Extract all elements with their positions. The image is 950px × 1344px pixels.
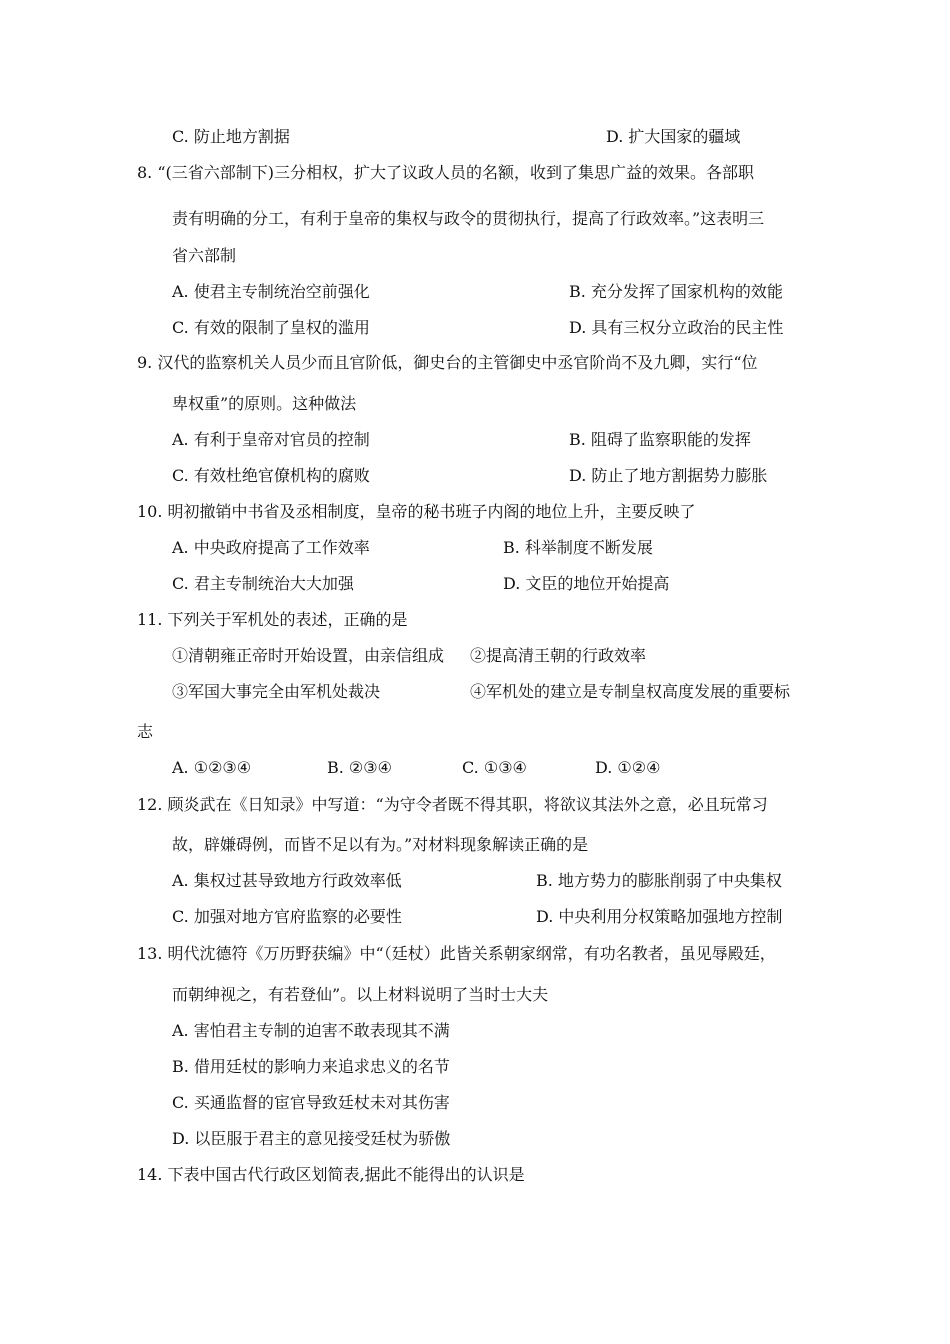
q9-stem-line2: 卑权重”的原则。这种做法 (172, 394, 357, 413)
q10-option-d: D. 文臣的地位开始提高 (503, 574, 670, 593)
q11-stem-line1: 11. 下列关于军机处的表述，正确的是 (137, 610, 408, 629)
q8-stem-line1: 8. “(三省六部制下)三分相权，扩大了议政人员的名额，收到了集思广益的效果。各部职 (137, 163, 755, 182)
q10-stem-line1: 10. 明初撤销中书省及丞相制度，皇帝的秘书班子内阁的地位上升，主要反映了 (137, 502, 696, 521)
q11-statement-3: ③军国大事完全由军机处裁决 (172, 682, 381, 701)
q13-stem-line1: 13. 明代沈德符《万历野获编》中“（廷杖）此皆关系朝家纲常，有功名教者，虽见辱殿廷， (137, 944, 776, 963)
q11-option-d: D. ①②④ (595, 758, 661, 777)
q8-stem-line3: 省六部制 (172, 246, 237, 265)
q13-option-a: A. 害怕君主专制的迫害不敢表现其不满 (172, 1021, 450, 1040)
q12-option-b: B. 地方势力的膨胀削弱了中央集权 (536, 871, 782, 890)
q13-option-d: D. 以臣服于君主的意见接受廷杖为骄傲 (172, 1129, 451, 1148)
q9-option-a: A. 有利于皇帝对官员的控制 (172, 430, 370, 449)
q11-option-c: C. ①③④ (462, 758, 527, 777)
q12-stem-line1: 12. 顾炎武在《日知录》中写道：“为守令者既不得其职，将欲议其法外之意，必且玩常习 (137, 795, 768, 814)
q12-option-c: C. 加强对地方官府监察的必要性 (172, 907, 402, 926)
q12-stem-line2: 故，辟嫌碍例，而皆不足以有为。”对材料现象解读正确的是 (172, 835, 589, 854)
q9-option-d: D. 防止了地方割据势力膨胀 (569, 466, 768, 485)
q11-statement-4: ④军机处的建立是专制皇权高度发展的重要标 (470, 682, 791, 701)
q13-option-b: B. 借用廷杖的影响力来追求忠义的名节 (172, 1057, 450, 1076)
q14-stem-line1: 14. 下表中国古代行政区划简表,据此不能得出的认识是 (137, 1165, 525, 1184)
q13-stem-line2: 而朝绅视之，有若登仙”。以上材料说明了当时士大夫 (172, 985, 549, 1004)
q11-option-a: A. ①②③④ (172, 758, 252, 777)
q11-statement-2: ②提高清王朝的行政效率 (470, 646, 647, 665)
q10-option-c: C. 君主专制统治大大加强 (172, 574, 354, 593)
q10-option-a: A. 中央政府提高了工作效率 (172, 538, 370, 557)
q11-statement-1: ①清朝雍正帝时开始设置，由亲信组成 (172, 646, 445, 665)
q11-statement-4-wrap: 志 (137, 722, 154, 741)
q7-option-d: D. 扩大国家的疆域 (606, 127, 741, 146)
q8-option-c: C. 有效的限制了皇权的滥用 (172, 318, 370, 337)
q8-option-b: B. 充分发挥了国家机构的效能 (569, 282, 783, 301)
q12-option-a: A. 集权过甚导致地方行政效率低 (172, 871, 402, 890)
q9-option-b: B. 阻碍了监察职能的发挥 (569, 430, 751, 449)
q9-option-c: C. 有效杜绝官僚机构的腐败 (172, 466, 370, 485)
q13-option-c: C. 买通监督的宦官导致廷杖未对其伤害 (172, 1093, 450, 1112)
q9-stem-line1: 9. 汉代的监察机关人员少而且官阶低，御史台的主管御史中丞官阶尚不及九卿，实行“位 (137, 353, 758, 372)
q8-option-d: D. 具有三权分立政治的民主性 (569, 318, 784, 337)
q8-option-a: A. 使君主专制统治空前强化 (172, 282, 370, 301)
q7-option-c: C. 防止地方割据 (172, 127, 290, 146)
q11-option-b: B. ②③④ (327, 758, 392, 777)
q10-option-b: B. 科举制度不断发展 (503, 538, 653, 557)
q12-option-d: D. 中央利用分权策略加强地方控制 (536, 907, 783, 926)
q8-stem-line2: 责有明确的分工，有利于皇帝的集权与政令的贯彻执行，提高了行政效率。”这表明三 (172, 209, 765, 228)
